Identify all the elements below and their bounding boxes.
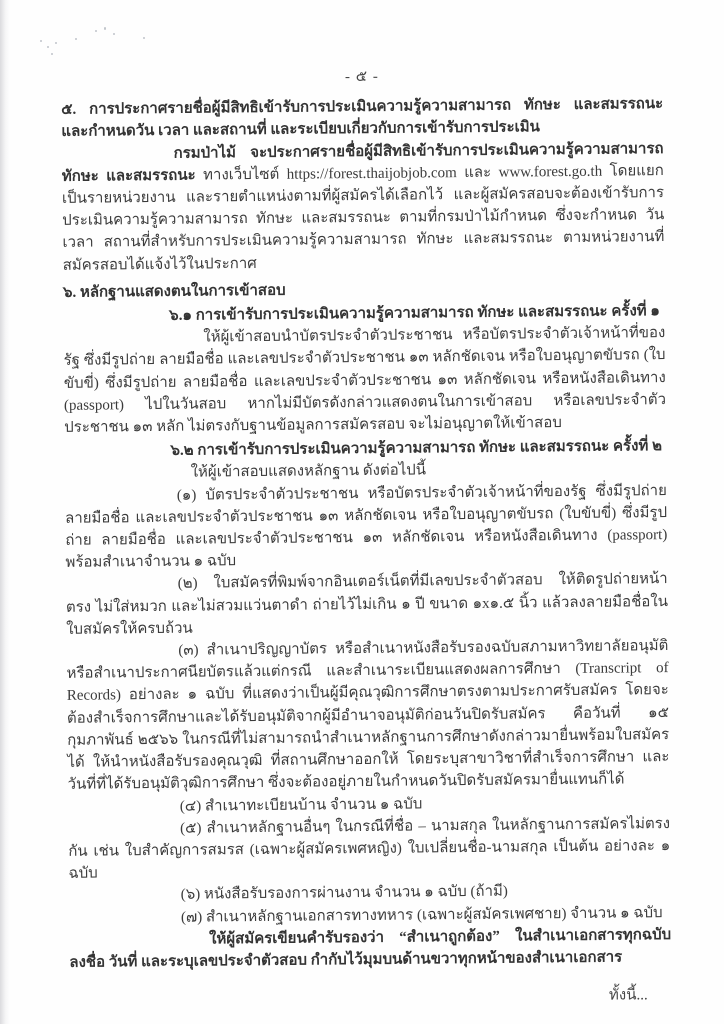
section62-intro: ให้ผู้เข้าสอบแสดงหลักฐาน ดังต่อไปนี้ [190, 462, 427, 482]
section5-heading: ๕. การประกาศรายชื่อผู้มีสิทธิเข้ารับการประเมินความรู้ความสามารถ ทักษะ และสมรรถนะ และกำหนดวัน เวลา และสถานที่ และระเบียบเกี่ยวกับการเข้ารับการประเมิน [61, 96, 664, 141]
section62-heading: ๖.๒ การเข้ารับการประเมินความรู้ความสามารถ ทักษะ และสมรรถนะ ครั้งที่ ๒ [170, 438, 663, 460]
section5-paragraph-lead: กรมป่าไม้ จะประกาศรายชื่อผู้มีสิทธิเข้ารับการประเมินความรู้ความสามารถ ทักษะ และสมรรถนะ [61, 140, 664, 185]
evidence-item: (๔) สำเนาทะเบียนบ้าน จำนวน ๑ ฉบับ [179, 795, 423, 815]
evidence-item: (๒) ใบสมัครที่พิมพ์จากอินเตอร์เน็ตที่มีเลขประจำตัวสอบ ให้ติดรูปถ่ายหน้าตรง ไม่ใส่หมวก และไม่สวมแว่นตาดำ ถ่ายไว้ไม่เกิน ๑ ปี ขนาด ๑x๑.๕ นิ้ว แล้วลงลายมือชื่อในใบสมัครให้ครบถ้วน [65, 571, 668, 638]
section61-paragraph: ให้ผู้เข้าสอบนำบัตรประจำตัวประชาชน หรือบัตรประจำตัวเจ้าหน้าที่ของรัฐ ซึ่งมีรูปถ่าย ลายมือชื่อ และเลขประจำตัวประชาชน ๑๓ หลักชัดเจน หรือใบอนุญาตขับรถ (ใบขับขี่) ซึ่งมีรูปถ่าย ลายมือชื่อ และเลขประจำตัวประชาชน ๑๓ หลักชัดเจน หรือหนังสือเดินทาง (passport) ไปในวันสอบ หากไม่มีบัตรดังกล่าวแสดงตนในการเข้าสอบ หรือเลขประจำตัวประชาชน ๑๓ หลัก ไม่ตรงกับฐานข้อมูลการสมัครสอบ จะไม่อนุญาตให้เข้าสอบ [63, 325, 667, 436]
closing-instruction: ให้ผู้สมัครเขียนคำรับรองว่า “สำเนาถูกต้อง” ในสำเนาเอกสารทุกฉบับ ลงชื่อ วันที่ และระบุเลขประจำตัวสอบ กำกับไว้มุมบนด้านขวาทุกหน้าของสำเนาเอกสาร [69, 926, 672, 971]
evidence-item: (๓) สำเนาปริญญาบัตร หรือสำเนาหนังสือรับรองฉบับสภามหาวิทยาลัยอนุมัติหรือสำเนาประกาศนียบัตรแล้วแต่กรณี และสำเนาระเบียนแสดงผลการศึกษา (Transcript of Records) อย่างละ ๑ ฉบับ ที่แสดงว่าเป็นผู้มีคุณวุฒิการศึกษาตรงตามประกาศรับสมัคร โดยจะต้องสำเร็จการศึกษาและได้รับอนุมัติจากผู้มีอำนาจอนุมัติก่อนวันปิดรับสมัคร คือวันที่ ๑๕ กุมภาพันธ์ ๒๕๖๖ ในกรณีที่ไม่สามารถนำสำเนาหลักฐานการศึกษาดังกล่าวมายื่นพร้อมใบสมัครได้ ให้นำหนังสือรับรองคุณวุฒิ ที่สถานศึกษาออกให้ โดยระบุสาขาวิชาที่สำเร็จการศึกษา และวันที่ที่ได้รับอนุมัติวุฒิการศึกษา ซึ่งจะต้องอยู่ภายในกำหนดวันปิดรับสมัครมายื่นแทนก็ได้ [66, 638, 670, 794]
evidence-item: (๑) บัตรประจำตัวประชาชน หรือบัตรประจำตัวเจ้าหน้าที่ของรัฐ ซึ่งมีรูปถ่าย ลายมือชื่อ และเลขประจำตัวประชาชน ๑๓ หลักชัดเจน หรือใบอนุญาตขับรถ (ใบขับขี่) ซึ่งมีรูปถ่าย ลายมือชื่อ และเลขประจำตัวประชาชน ๑๓ หลักชัดเจน หรือหนังสือเดินทาง (passport) พร้อมสำเนาจำนวน ๑ ฉบับ [65, 482, 668, 572]
section61-heading: ๖.๑ การเข้ารับการประเมินความรู้ความสามารถ ทักษะ และสมรรถนะ ครั้งที่ ๑ [169, 303, 660, 324]
evidence-item: (๗) สำเนาหลักฐานเอกสารทางทหาร (เฉพาะผู้สมัครเพศชาย) จำนวน ๑ ฉบับ [180, 904, 663, 926]
evidence-item: (๖) หนังสือรับรองการผ่านงาน จำนวน ๑ ฉบับ (ถ้ามี) [180, 883, 508, 904]
section6-heading: ๖. หลักฐานแสดงตนในการเข้าสอบ [62, 282, 286, 301]
evidence-item: (๕) สำเนาหลักฐานอื่นๆ ในกรณีที่ชื่อ – นามสกุล ในหลักฐานการสมัครไม่ตรงกัน เช่น ใบสำคัญการสมรส (เฉพาะผู้สมัครเพศหญิง) ใบเปลี่ยนชื่อ-นามสกุล เป็นต้น อย่างละ ๑ ฉบับ [68, 815, 671, 882]
section5-paragraph-rest: ทางเว็บไซต์ https://forest.thaijobjob.com และ www.forest.go.th โดยแยกเป็นรายหน่วยงาน และรายตำแหน่งตามที่ผู้สมัครได้เลือกไว้ และผู้สมัครสอบจะต้องเข้ารับการประเมินความรู้ความสามารถ ทักษะ และสมรรถนะ ตามที่กรมป่าไม้กำหนด ซึ่งจะกำหนด วัน เวลา สถานที่สำหรับการประเมินความรู้ความสามารถ ทักษะ และสมรรถนะ ตามหน่วยงานที่สมัครสอบได้แจ้งไว้ในประกาศ [61, 162, 665, 274]
continuation-marker: ทั้งนี้... [608, 987, 648, 1004]
section5-paragraph [61, 138, 664, 277]
page-number: - ๕ - [344, 68, 379, 86]
